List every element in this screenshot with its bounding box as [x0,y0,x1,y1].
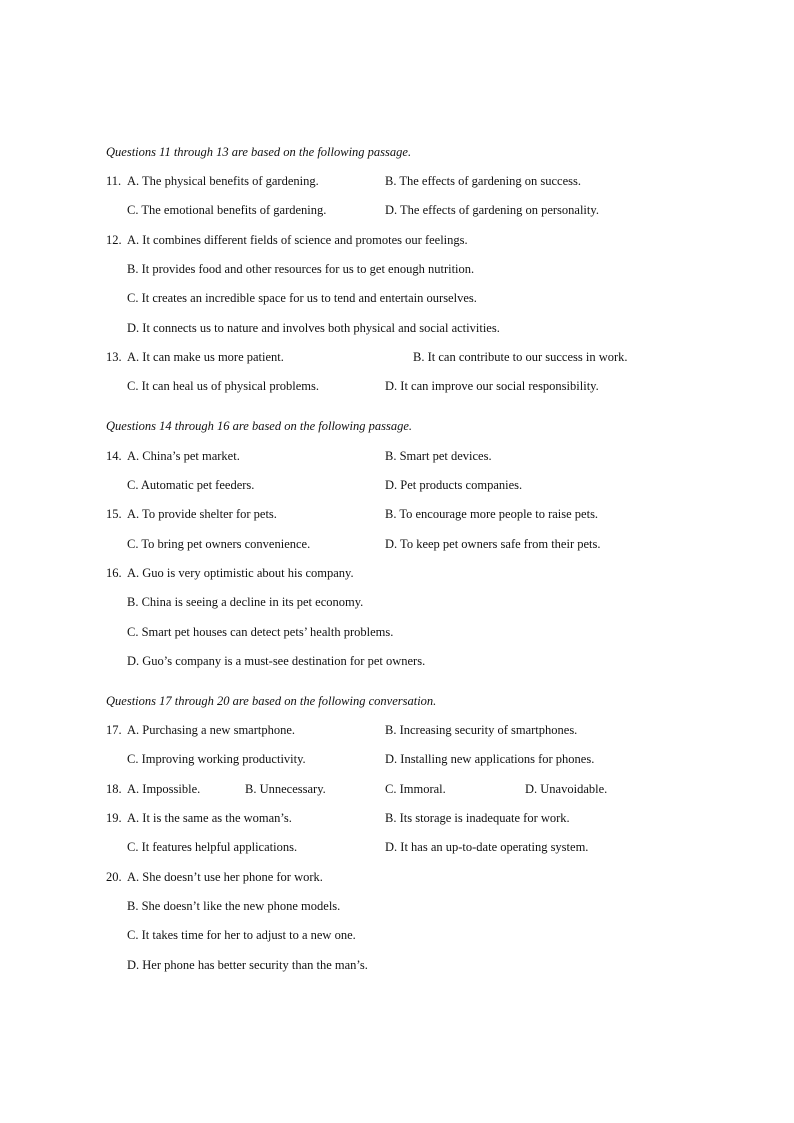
option-b: B. Unnecessary. [245,782,326,796]
option-c: C. It features helpful applications. [127,840,298,854]
option-d: D. Her phone has better security than the man’s. [127,958,368,972]
option-c: C. Improving working productivity. [127,752,306,766]
option-d: D. It has an up-to-date operating system. [385,840,589,854]
option-d: D. Unavoidable. [525,782,608,796]
question-number: 16. [106,566,122,580]
option-b: B. Smart pet devices. [385,449,492,463]
option-d: D. It connects us to nature and involves both physical and social activities. [127,321,500,335]
option-b: B. She doesn’t like the new phone models. [127,899,341,913]
option-b: B. To encourage more people to raise pets. [385,507,599,521]
question-number: 12. [106,233,122,247]
option-c: C. Immoral. [385,782,446,796]
option-c: C. It can heal us of physical problems. [127,379,319,393]
question-number: 17. [106,723,122,737]
option-d: D. Installing new applications for phones. [385,752,595,766]
question-number: 14. [106,449,122,463]
question-number: 19. [106,811,122,825]
option-b: B. It can contribute to our success in work. [413,350,628,364]
option-c: C. It takes time for her to adjust to a new one. [127,928,356,942]
question-number: 13. [106,350,122,364]
option-c: C. It creates an incredible space for us to tend and entertain ourselves. [127,291,477,305]
option-d: D. Pet products companies. [385,478,523,492]
option-a: A. It is the same as the woman’s. [127,811,292,825]
option-a: A. Purchasing a new smartphone. [127,723,296,737]
option-b: B. China is seeing a decline in its pet economy. [127,595,364,609]
option-a: A. Guo is very optimistic about his company. [127,566,354,580]
option-c: C. Smart pet houses can detect pets’ health problems. [127,625,394,639]
option-c: C. The emotional benefits of gardening. [127,203,327,217]
question-number: 18. [106,782,122,796]
question-number: 20. [106,870,122,884]
option-b: B. It provides food and other resources for us to get enough nutrition. [127,262,475,276]
option-c: C. To bring pet owners convenience. [127,537,311,551]
option-a: A. She doesn’t use her phone for work. [127,870,323,884]
option-d: D. To keep pet owners safe from their pets. [385,537,601,551]
option-a: A. China’s pet market. [127,449,240,463]
question-number: 11. [106,174,122,188]
option-a: A. To provide shelter for pets. [127,507,277,521]
option-c: C. Automatic pet feeders. [127,478,255,492]
option-a: A. It combines different fields of science and promotes our feelings. [127,233,468,247]
option-b: B. The effects of gardening on success. [385,174,582,188]
option-a: A. Impossible. [127,782,201,796]
question-number: 15. [106,507,122,521]
section-instruction: Questions 14 through 16 are based on the following passage. [106,419,413,433]
option-a: A. The physical benefits of gardening. [127,174,319,188]
option-b: B. Its storage is inadequate for work. [385,811,570,825]
option-d: D. It can improve our social responsibility. [385,379,599,393]
option-b: B. Increasing security of smartphones. [385,723,578,737]
section-instruction: Questions 17 through 20 are based on the following conversation. [106,694,437,708]
section-instruction: Questions 11 through 13 are based on the following passage. [106,145,412,159]
option-d: D. Guo’s company is a must-see destination for pet owners. [127,654,426,668]
option-a: A. It can make us more patient. [127,350,284,364]
option-d: D. The effects of gardening on personality. [385,203,599,217]
